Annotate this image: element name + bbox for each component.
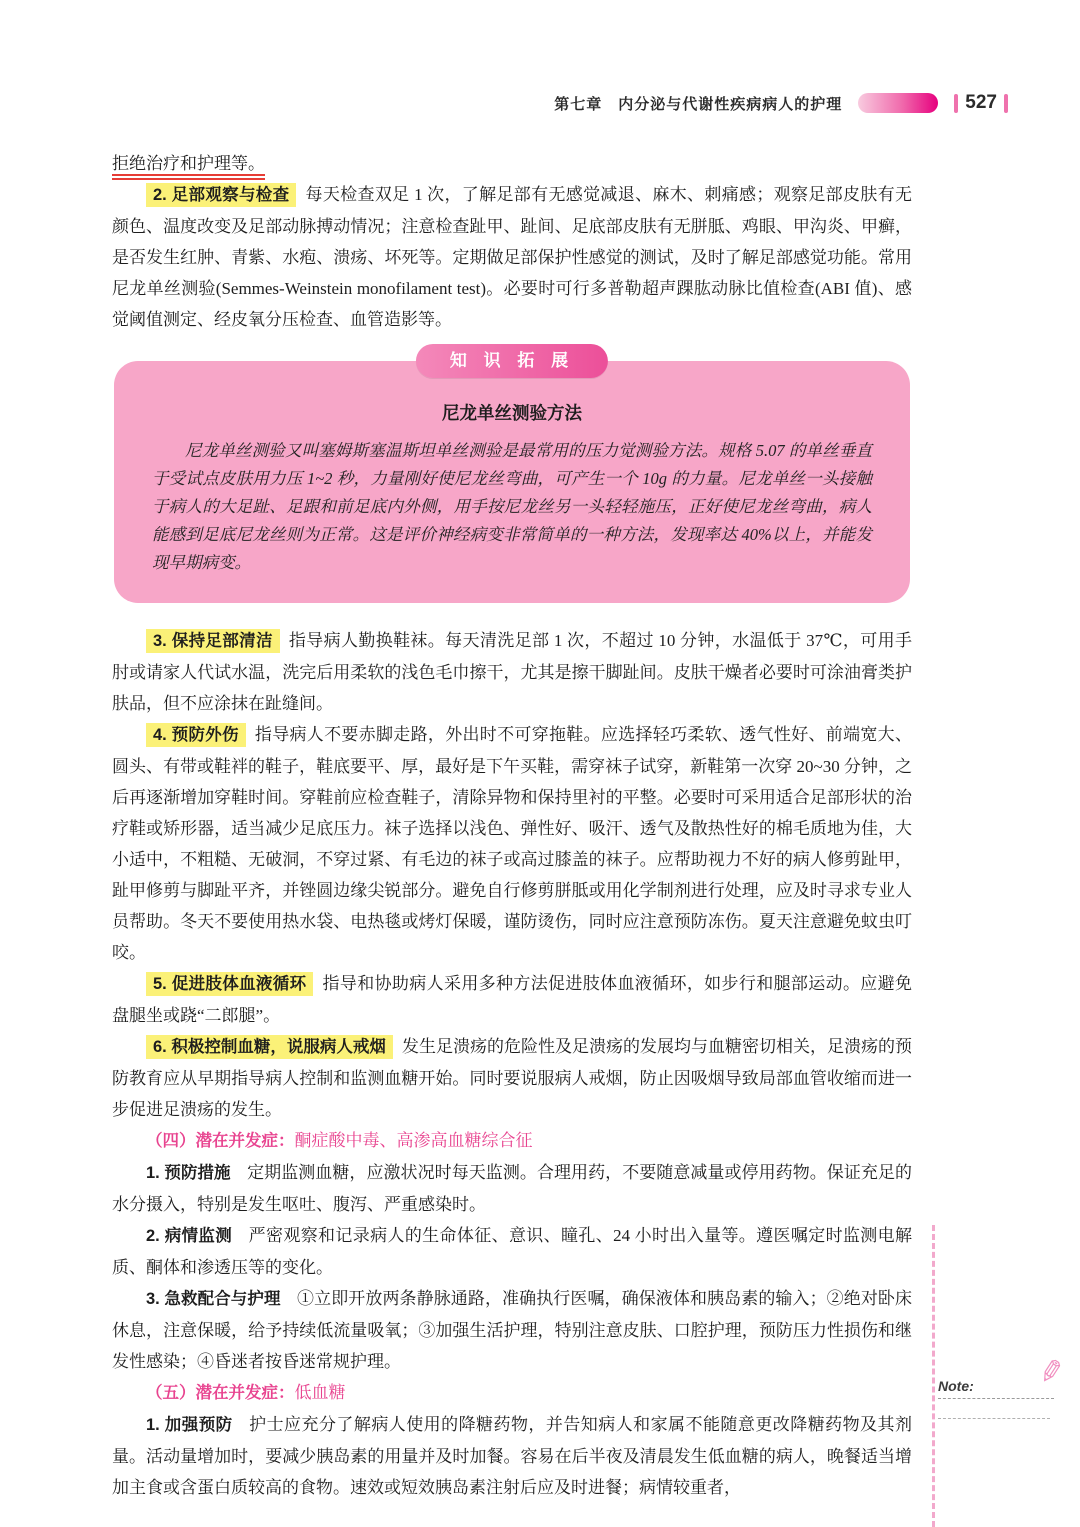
section-foot-clean-text: 指导病人勤换鞋袜。每天清洗足部 1 次，不超过 10 分钟，水温低于 37℃，可用手肘或请家人代试水温，洗完后用柔软的浅色毛巾擦干，尤其是擦干脚趾间。皮肤干燥者必要时可涂油膏类护肤品，但不应涂抹在趾缝间。 bbox=[112, 631, 912, 713]
section-foot-check-text: 每天检查双足 1 次，了解足部有无感觉减退、麻木、刺痛感；观察足部皮肤有无颜色、温度改变及足部动脉搏动情况；注意检查趾甲、趾间、足底部皮肤有无胼胝、鸡眼、甲沟炎、甲癣，是否发生红肿、青紫、水疱、溃疡、坏死等。定期做足部保护性感觉的测试，及时了解足部感觉功能。常用尼龙单丝测验(Semmes-Weinstein monofilament test)。必要时可行多普勒超声踝肱动脉比值检查(ABI 值)、感觉阈值测定、经皮氧分压检查、血管造影等。 bbox=[112, 185, 912, 329]
complication-4-heading-text: 酮症酸中毒、高渗高血糖综合征 bbox=[294, 1131, 533, 1150]
complication-4-item-1 bbox=[112, 1157, 912, 1220]
knowledge-box-body: 尼龙单丝测验又叫塞姆斯塞温斯坦单丝测验是最常用的压力觉测验方法。规格 5.07 的单丝垂直于受试点皮肤用力压 1~2 秒，力量刚好使尼龙丝弯曲，可产生一个 10g 的力量。尼龙单丝一头接触于病人的大足趾、足跟和前足底内外侧，用手按尼龙丝另一头轻轻施压，正好使尼龙丝弯曲，病人能感到足底尼龙丝则为正常。这是评价神经病变非常简单的一种方法，发现率达 40%以上，并能发现早期病变。 bbox=[152, 441, 872, 572]
complication-4-heading bbox=[112, 1125, 912, 1157]
complication-5-heading-label: （五）潜在并发症： bbox=[146, 1384, 295, 1402]
main-content bbox=[112, 148, 912, 1503]
complication-4-item-2 bbox=[112, 1220, 912, 1283]
knowledge-box-badge: 知 识 拓 展 bbox=[416, 344, 608, 378]
page-number bbox=[954, 92, 1008, 114]
page-number-bar-left bbox=[954, 94, 958, 113]
section-foot-check bbox=[112, 179, 912, 335]
complication-5-heading-text: 低血糖 bbox=[294, 1383, 346, 1402]
knowledge-expansion-box bbox=[114, 351, 910, 603]
complication-4-item-2-label: 2. 病情监测 bbox=[146, 1227, 233, 1245]
section-injury-prevention bbox=[112, 719, 912, 968]
complication-5-item-1-label: 1. 加强预防 bbox=[146, 1416, 233, 1434]
complication-4-item-3 bbox=[112, 1283, 912, 1377]
margin-dashed-line bbox=[932, 1225, 935, 1527]
section-injury-prevention-text: 指导病人不要赤脚走路，外出时不可穿拖鞋。应选择轻巧柔软、透气性好、前端宽大、圆头、有带或鞋袢的鞋子，鞋底要平、厚，最好是下午买鞋，需穿袜子试穿，新鞋第一次穿 20~30 分钟，之后再逐渐增加穿鞋时间。穿鞋前应检查鞋子，清除异物和保持里衬的平整。必要时可采用适合足部形状的治疗鞋或矫形器，适当减少足底压力。袜子选择以浅色、弹性好、吸汗、透气及散热性好的棉毛质地为佳，大小适中，不粗糙、无破洞，不穿过紧、有毛边的袜子或高过膝盖的袜子。应帮助视力不好的病人修剪趾甲，趾甲修剪与脚趾平齐，并锉圆边缘尖锐部分。避免自行修剪胼胝或用化学制剂进行处理，应及时寻求专业人员帮助。冬天不要使用热水袋、电热毯或烤灯保暖，谨防烫伤，同时应注意预防冻伤。夏天注意避免蚊虫叮咬。 bbox=[112, 725, 912, 962]
section-circulation bbox=[112, 968, 912, 1031]
complication-4-item-3-label: 3. 急救配合与护理 bbox=[146, 1290, 281, 1308]
note-block bbox=[938, 1352, 1068, 1419]
section-foot-check-label: 2. 足部观察与检查 bbox=[146, 183, 296, 207]
section-foot-clean bbox=[112, 625, 912, 719]
complication-4-item-3-text: ①立即开放两条静脉通路，准确执行医嘱，确保液体和胰岛素的输入；②绝对卧床休息，注意保暖，给予持续低流量吸氧；③加强生活护理，特别注意皮肤、口腔护理，预防压力性损伤和继发性感染；④昏迷者按昏迷常规护理。 bbox=[112, 1289, 912, 1371]
pen-icon: ✎ bbox=[1035, 1352, 1068, 1393]
note-ruled-line bbox=[938, 1399, 1050, 1419]
complication-4-heading-label: （四）潜在并发症： bbox=[146, 1132, 295, 1150]
section-foot-clean-label: 3. 保持足部清洁 bbox=[146, 629, 280, 653]
note-label: Note: bbox=[938, 1378, 1054, 1399]
carryover-paragraph bbox=[112, 148, 912, 179]
section-injury-prevention-label: 4. 预防外伤 bbox=[146, 723, 246, 747]
chapter-title: 第七章 内分泌与代谢性疾病病人的护理 bbox=[554, 95, 843, 113]
complication-4-item-2-text: 严密观察和记录病人的生命体征、意识、瞳孔、24 小时出入量等。遵医嘱定时监测电解质、酮体和渗透压等的变化。 bbox=[112, 1226, 912, 1277]
complication-5-heading bbox=[112, 1377, 912, 1409]
section-circulation-text: 指导和协助病人采用多种方法促进肢体血液循环，如步行和腿部运动。应避免盘腿坐或跷“二郎腿”。 bbox=[112, 974, 912, 1025]
knowledge-box-title: 尼龙单丝测验方法 bbox=[442, 403, 582, 423]
section-glucose-control-label: 6. 积极控制血糖，说服病人戒烟 bbox=[146, 1035, 393, 1059]
page-header bbox=[0, 92, 1008, 114]
section-circulation-label: 5. 促进肢体血液循环 bbox=[146, 972, 313, 996]
complication-4-item-1-label: 1. 预防措施 bbox=[146, 1164, 231, 1182]
section-glucose-control-text: 发生足溃疡的危险性及足溃疡的发展均与血糖密切相关，足溃疡的预防教育应从早期指导病人控制和监测血糖开始。同时要说服病人戒烟，防止因吸烟导致局部血管收缩而进一步促进足溃疡的发生。 bbox=[112, 1037, 912, 1119]
complication-4-item-1-text: 定期监测血糖，应激状况时每天监测。合理用药，不要随意减量或停用药物。保证充足的水分摄入，特别是发生呕吐、腹泻、严重感染时。 bbox=[112, 1163, 912, 1214]
page-number-value: 527 bbox=[965, 92, 997, 113]
complication-5-item-1 bbox=[112, 1409, 912, 1503]
complication-5-item-1-text: 护士应充分了解病人使用的降糖药物，并告知病人和家属不能随意更改降糖药物及其剂量。活动量增加时，要减少胰岛素的用量并及时加餐。容易在后半夜及清晨发生低血糖的病人，晚餐适当增加主食或含蛋白质较高的食物。速效或短效胰岛素注射后应及时进餐；病情较重者， bbox=[112, 1415, 912, 1497]
section-glucose-control bbox=[112, 1031, 912, 1125]
carryover-text-red-underlined: 拒绝治疗和护理等。 bbox=[112, 154, 265, 180]
page-number-bar-right bbox=[1004, 94, 1008, 113]
header-accent-pill bbox=[858, 93, 938, 113]
